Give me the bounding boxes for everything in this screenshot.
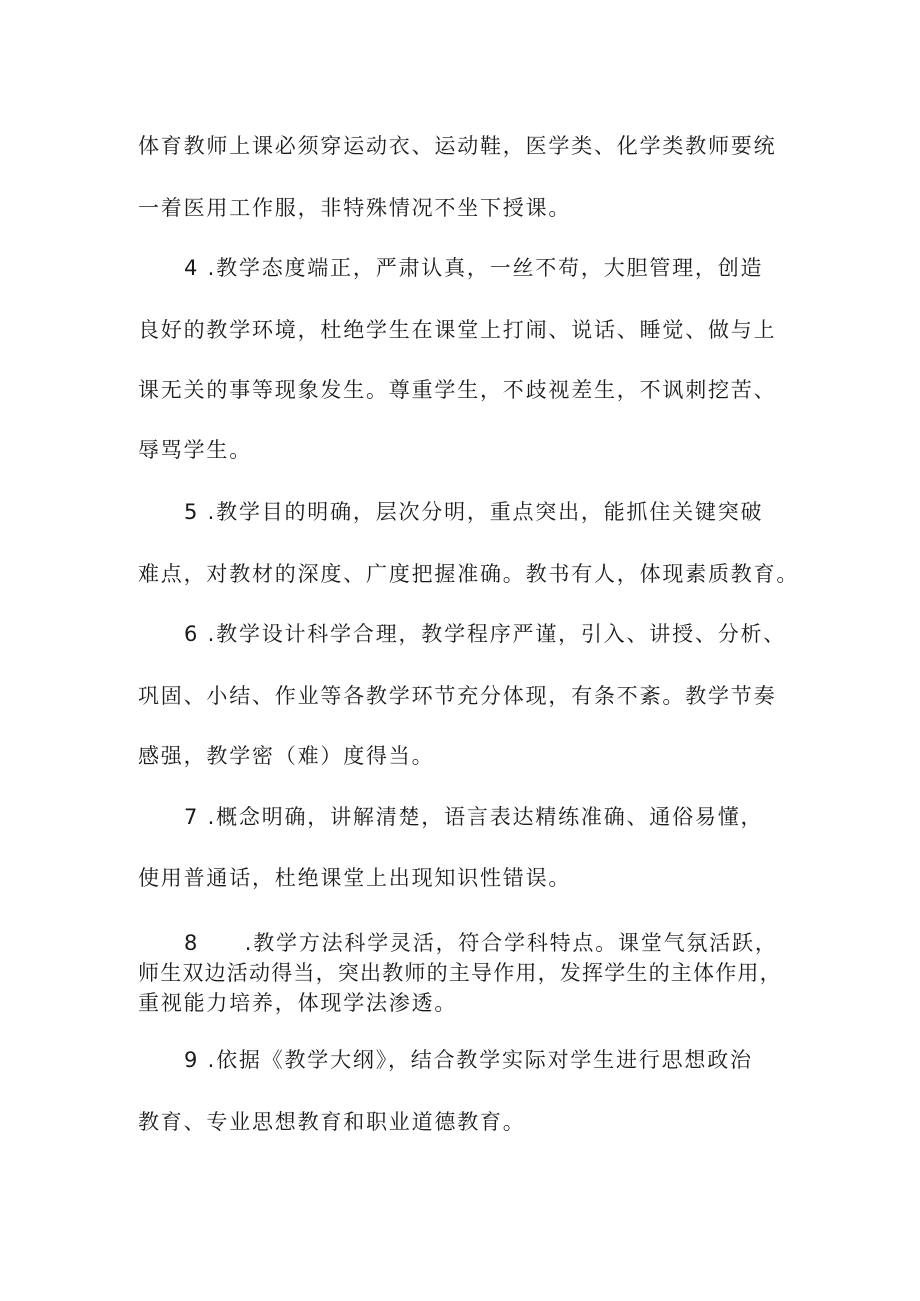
text-line: 4 .教学态度端正，严肃认真，一丝不苟，大胆管理，创造: [184, 256, 764, 280]
text-line: 难点，对教材的深度、广度把握准确。教书有人，体现素质教育。: [138, 562, 800, 586]
text-line: 教育、专业思想教育和职业道德教育。: [138, 1110, 526, 1134]
text-line: 重视能力培养，体现学法渗透。: [138, 991, 458, 1015]
text-line: 使用普通话，杜绝课堂上出现知识性错误。: [138, 866, 572, 890]
text-line: 9 .依据《教学大纲》，结合教学实际对学生进行思想政治: [184, 1048, 753, 1072]
text-line: 巩固、小结、作业等各教学环节充分体现，有条不紊。教学节奏: [138, 684, 777, 708]
text-line: 6 .教学设计科学合理，教学程序严谨，引入、讲授、分析、: [184, 622, 787, 646]
text-line: 5 .教学目的明确，层次分明，重点突出，能抓住关键突破: [184, 500, 764, 524]
text-line: 体育教师上课必须穿运动衣、运动鞋，医学类、化学类教师要统: [138, 134, 777, 158]
text-line: 师生双边活动得当，突出教师的主导作用，发挥学生的主体作用，: [138, 961, 782, 985]
text-line: 7 .概念明确，讲解清楚，语言表达精练准确、通俗易懂，: [184, 805, 764, 829]
text-line: 良好的教学环境，杜绝学生在课堂上打闹、说话、睡觉、做与上: [138, 318, 777, 342]
text-line: 辱骂学生。: [138, 438, 252, 462]
text-line: 8 .教学方法科学灵活，符合学科特点。课堂气氛活跃，: [184, 931, 778, 955]
text-line: 感强，教学密（难）度得当。: [138, 744, 435, 768]
text-line: 课无关的事等现象发生。尊重学生，不歧视差生，不讽刺挖苦、: [138, 378, 777, 402]
text-line: 一着医用工作服，非特殊情况不坐下授课。: [138, 196, 572, 220]
